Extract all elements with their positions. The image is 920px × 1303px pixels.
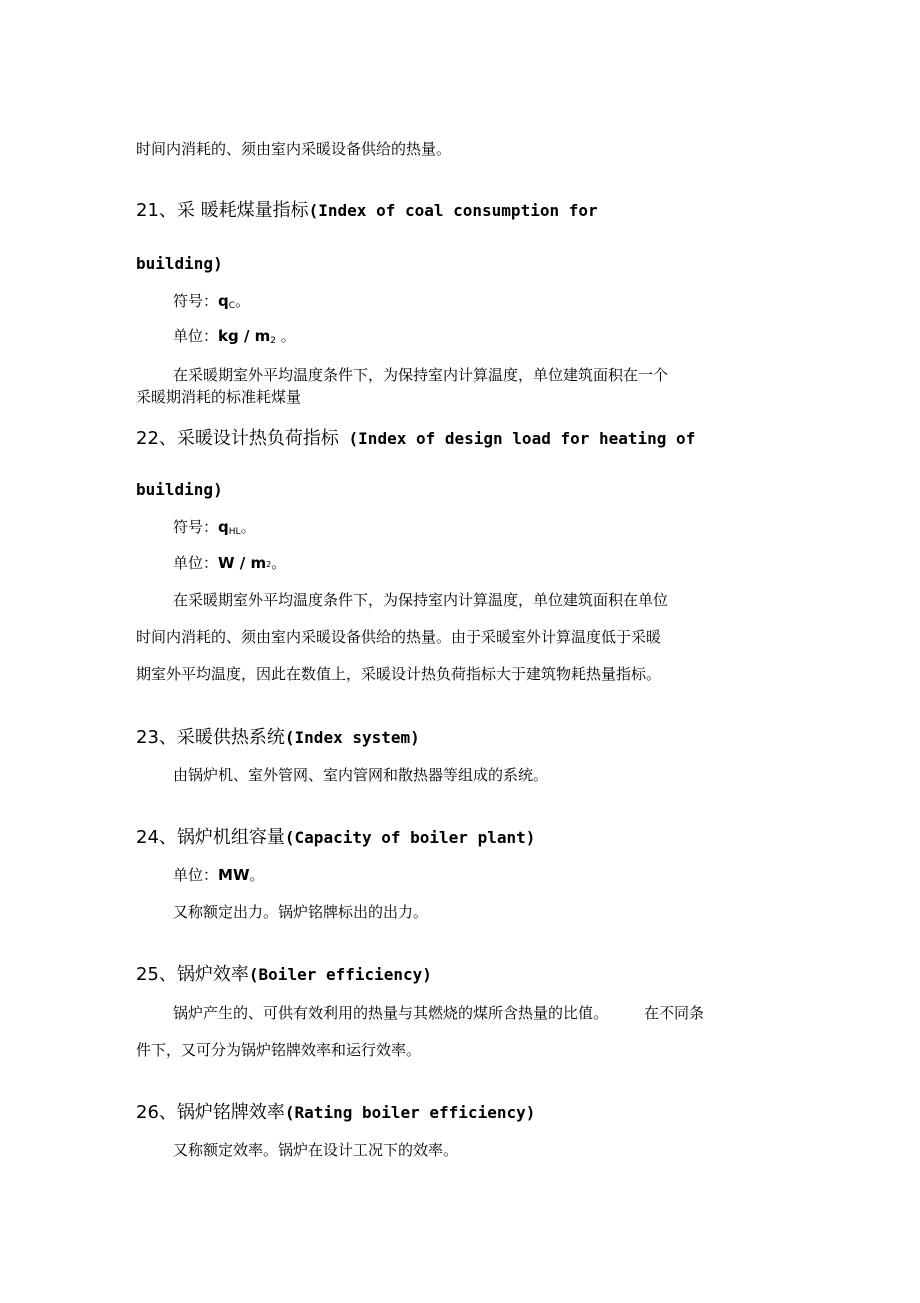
section-title-en: (Index system) <box>284 728 420 747</box>
section-title-en: (Index of design load for heating of <box>338 429 696 448</box>
desc-part-a: 锅炉产生的、可供有效利用的热量与其燃烧的煤所含热量的比值。 <box>173 1004 609 1022</box>
symbol-label: 符号： <box>173 518 219 536</box>
symbol-value: q <box>218 518 229 536</box>
section-22-unit <box>173 553 286 575</box>
section-title-en: (Rating boiler efficiency) <box>284 1103 536 1122</box>
unit-exponent: 2 <box>270 336 277 346</box>
section-21-desc-1: 在采暖期室外平均温度条件下，为保持室内计算温度，单位建筑面积在一个 <box>173 366 669 384</box>
section-number: 21、 <box>136 200 177 221</box>
section-23-desc-1: 由锅炉机、室外管网、室内管网和散热器等组成的系统。 <box>173 766 549 784</box>
symbol-end: 。 <box>240 518 256 536</box>
unit-end: 。 <box>271 554 287 572</box>
section-title-cn: 锅炉效率 <box>176 964 249 985</box>
symbol-subscript: HL <box>228 527 241 537</box>
section-title-cn: 采 暖耗煤量指标 <box>176 200 309 221</box>
symbol-value: q <box>218 292 229 310</box>
section-21-unit <box>173 326 296 351</box>
section-22-heading-cont <box>136 478 223 502</box>
section-25-desc-1 <box>173 1003 704 1023</box>
section-number: 25、 <box>136 964 177 985</box>
section-26-desc-1: 又称额定效率。锅炉在设计工况下的效率。 <box>173 1141 459 1159</box>
section-title-cn: 锅炉机组容量 <box>176 827 285 848</box>
section-22-symbol <box>173 517 256 542</box>
symbol-label: 符号： <box>173 292 219 310</box>
section-title-en-cont: building) <box>136 480 223 499</box>
unit-value: W / m <box>218 554 267 572</box>
section-21-heading-cont <box>136 252 223 276</box>
section-number: 22、 <box>136 428 177 449</box>
section-21-desc-2: 采暖期消耗的标准耗煤量 <box>136 388 302 406</box>
section-21-heading <box>136 199 598 223</box>
unit-end: 。 <box>249 866 265 884</box>
section-title-cn: 锅炉铭牌效率 <box>176 1102 285 1123</box>
section-24-heading <box>136 826 535 850</box>
section-title-en: (Capacity of boiler plant) <box>284 828 536 847</box>
section-25-desc-2: 件下，又可分为锅炉铭牌效率和运行效率。 <box>136 1041 422 1059</box>
section-21-symbol <box>173 291 250 316</box>
section-22-desc-2: 时间内消耗的、须由室内采暖设备供给的热量。由于采暖室外计算温度低于采暖 <box>136 628 662 646</box>
section-24-unit <box>173 865 265 885</box>
section-number: 24、 <box>136 827 177 848</box>
unit-label: 单位： <box>173 866 219 884</box>
unit-value: kg / m <box>218 327 271 345</box>
section-25-heading <box>136 963 432 987</box>
unit-value: MW <box>218 866 250 884</box>
section-22-desc-1: 在采暖期室外平均温度条件下，为保持室内计算温度，单位建筑面积在单位 <box>173 591 669 609</box>
unit-end: 。 <box>276 327 296 345</box>
section-title-cn: 采暖设计热负荷指标 <box>176 428 339 449</box>
symbol-subscript: C <box>228 301 236 311</box>
section-22-heading <box>136 427 695 451</box>
symbol-end: 。 <box>235 292 251 310</box>
section-title-en-cont: building) <box>136 254 223 273</box>
section-23-heading <box>136 726 420 750</box>
section-24-desc-1: 又称额定出力。锅炉铭牌标出的出力。 <box>173 903 429 921</box>
unit-exponent: 2 <box>266 560 272 569</box>
section-22-desc-3: 期室外平均温度，因此在数值上，采暖设计热负荷指标大于建筑物耗热量指标。 <box>136 665 662 683</box>
section-title-cn: 采暖供热系统 <box>176 727 285 748</box>
unit-label: 单位： <box>173 327 219 345</box>
section-26-heading <box>136 1101 535 1125</box>
desc-part-b: 在不同条 <box>644 1004 705 1022</box>
section-title-en: (Boiler efficiency) <box>248 965 432 984</box>
continuation-text: 时间内消耗的、须由室内采暖设备供给的热量。 <box>136 140 452 158</box>
section-title-en: (Index of coal consumption for <box>308 201 598 220</box>
section-number: 23、 <box>136 727 177 748</box>
section-number: 26、 <box>136 1102 177 1123</box>
unit-label: 单位： <box>173 554 219 572</box>
